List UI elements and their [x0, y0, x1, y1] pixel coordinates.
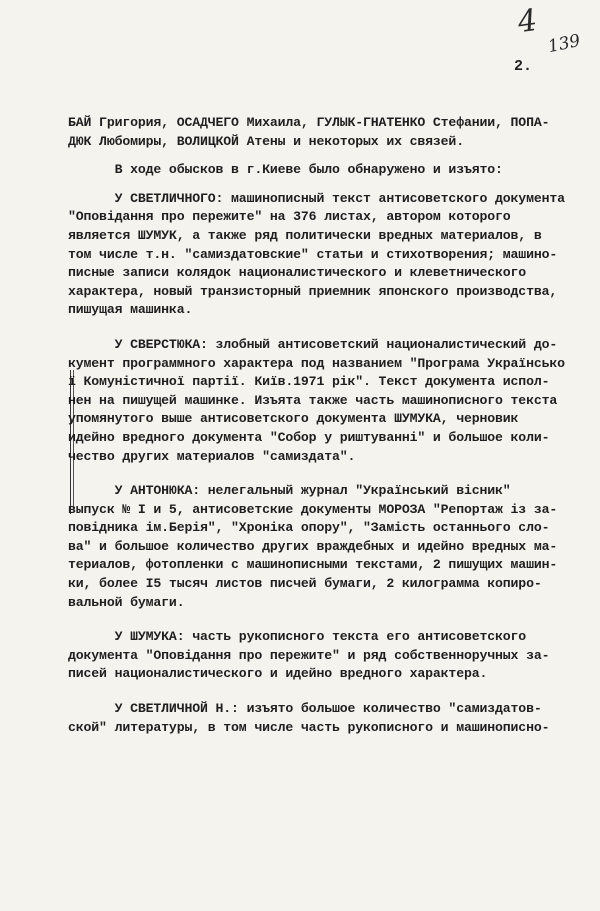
text-line: В ходе обысков в г.Киеве было обнаружено и изъято:	[68, 162, 503, 178]
text-line: нен на пишущей машинке. Изъята также часть машинописного текста	[68, 392, 558, 408]
paragraph	[68, 628, 596, 684]
text-line: ской" литературы, в том числе часть рукописного и машинописно-	[68, 719, 550, 735]
text-line: БАЙ Григория, ОСАДЧЕГО Михаила, ГУЛЫК-ГНАТЕНКО Стефании, ПОПА-	[68, 115, 550, 130]
document-body	[68, 114, 596, 753]
page-number: 2.	[514, 58, 533, 75]
text-line: является ШУМУК, а также ряд политически вредных материалов, в	[68, 227, 542, 243]
text-line: ï Комуністичної партії. Киïв.1971 рік". Текст документа испол-	[68, 374, 550, 390]
text-line: писные записи колядок националистического и клеветнического	[68, 265, 527, 281]
text-line: У СВЕРСТЮКА: злобный антисоветский националистический до-	[68, 336, 558, 352]
handwritten-folio-number: 139	[546, 30, 583, 58]
text-line: териалов, фотопленки с машинописными текстами, 2 пишущих машин-	[68, 557, 558, 573]
paragraph	[68, 700, 596, 737]
text-line: ДЮК Любомиры, ВОЛИЦКОЙ Атены и некоторых их связей.	[68, 133, 464, 149]
paragraph	[68, 190, 596, 320]
paragraph	[68, 336, 596, 466]
paragraph	[68, 161, 596, 180]
text-line: выпуск № I и 5, антисоветские документы МОРОЗА "Репортаж із за-	[68, 501, 558, 517]
text-line: пишущая машинка.	[68, 302, 193, 318]
text-line: ва" и большое количество других враждебных и идейно вредных ма-	[68, 538, 558, 554]
text-line: том числе т.н. "самиздатовские" статьи и стихотворения; машино-	[68, 246, 558, 262]
text-line: чество других материалов "самиздата".	[68, 448, 356, 464]
paragraph	[68, 482, 596, 612]
text-line: упомянутого выше антисоветского документа ШУМУКА, черновик	[68, 411, 519, 427]
text-line: вальной бумаги.	[68, 594, 185, 610]
text-line: У СВЕТЛИЧНОЙ Н.: изъято большое количество "самиздатов-	[68, 701, 542, 717]
text-line: У ШУМУКА: часть рукописного текста его антисоветского	[68, 629, 527, 645]
paragraph	[68, 114, 596, 151]
handwritten-archive-number: 4	[515, 2, 540, 41]
text-line: характера, новый транзисторный приемник японского производства,	[68, 283, 558, 299]
text-line: идейно вредного документа "Собор у риштуванні" и большое коли-	[68, 429, 550, 445]
text-line: повідника ім.Берія", "Хроніка опору", "Замість останнього сло-	[68, 520, 550, 536]
text-line: писей националистического и идейно вредного характера.	[68, 666, 488, 682]
text-line: документа "Оповідання про пережите" и ряд собственноручных за-	[68, 647, 550, 663]
text-line: "Оповідання про пережите" на 376 листах, автором которого	[68, 209, 511, 225]
text-line: кумент программного характера под названием "Програма Украïнсько	[68, 355, 565, 371]
text-line: У СВЕТЛИЧНОГО: машинописный текст антисоветского документа	[68, 190, 565, 206]
text-line: ки, более I5 тысяч листов писчей бумаги, 2 килограмма копиро-	[68, 576, 542, 592]
text-line: У АНТОНЮКА: нелегальный журнал "Український вісник"	[68, 483, 511, 499]
